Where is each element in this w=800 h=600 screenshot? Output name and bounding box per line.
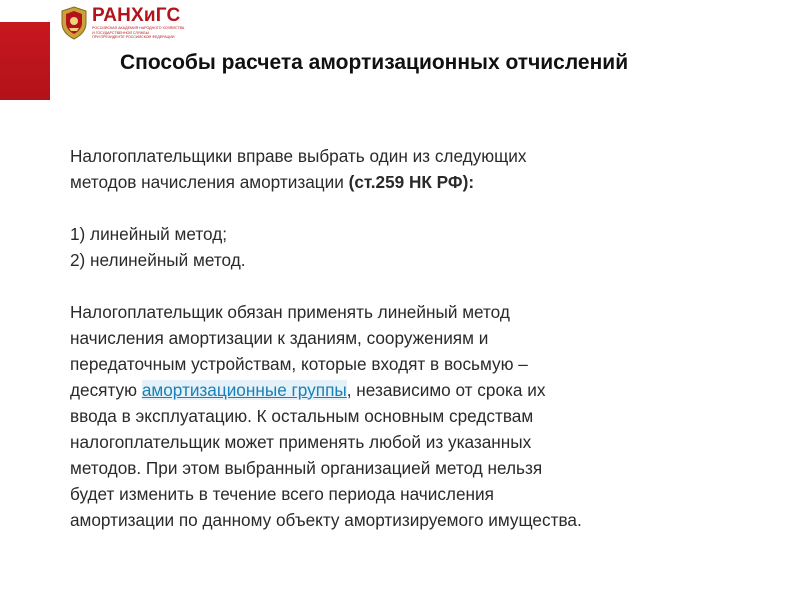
ranepa-emblem-icon [60, 6, 88, 40]
ranepa-logo [60, 4, 196, 42]
intro-line [70, 169, 750, 195]
logo-name: РАНХиГС [92, 5, 181, 27]
paragraph-line [70, 377, 750, 403]
logo-subtitle-line: И ГОСУДАРСТВЕННОЙ СЛУЖБЫ [92, 30, 149, 35]
page-title: Способы расчета амортизационных отчислений [120, 51, 629, 74]
paragraph-line: начисления амортизации к зданиям, сооружениям и [70, 328, 489, 348]
paragraph-line: передаточным устройствам, которые входят в восьмую – [70, 354, 528, 374]
paragraph-line: ввода в эксплуатацию. К остальным основным средствам [70, 406, 534, 426]
red-accent-block [0, 22, 50, 100]
intro-line: Налогоплательщики вправе выбрать один из следующих [70, 146, 527, 166]
paragraph-line: амортизации по данному объекту амортизируемого имущества. [70, 510, 582, 530]
paragraph-line: налогоплательщик может применять любой из указанных [70, 432, 532, 452]
paragraph-text: , независимо от срока их [346, 380, 546, 400]
logo-subtitle-line: РОССИЙСКАЯ АКАДЕМИЯ НАРОДНОГО ХОЗЯЙСТВА [92, 26, 185, 31]
paragraph-text: десятую [70, 380, 142, 400]
slide-body [70, 143, 750, 533]
paragraph-line: методов. При этом выбранный организацией метод нельзя [70, 458, 543, 478]
depreciation-groups-link[interactable]: амортизационные группы [141, 380, 347, 400]
method-item: 2) нелинейный метод. [70, 250, 246, 270]
logo-subtitle-line: ПРИ ПРЕЗИДЕНТЕ РОССИЙСКОЙ ФЕДЕРАЦИИ [92, 35, 175, 40]
law-reference: (ст.259 НК РФ): [348, 172, 475, 192]
intro-text: методов начисления амортизации [70, 172, 349, 192]
paragraph-line: будет изменить в течение всего периода начисления [70, 484, 494, 504]
method-item: 1) линейный метод; [70, 224, 228, 244]
paragraph-line: Налогоплательщик обязан применять линейный метод [70, 302, 510, 322]
